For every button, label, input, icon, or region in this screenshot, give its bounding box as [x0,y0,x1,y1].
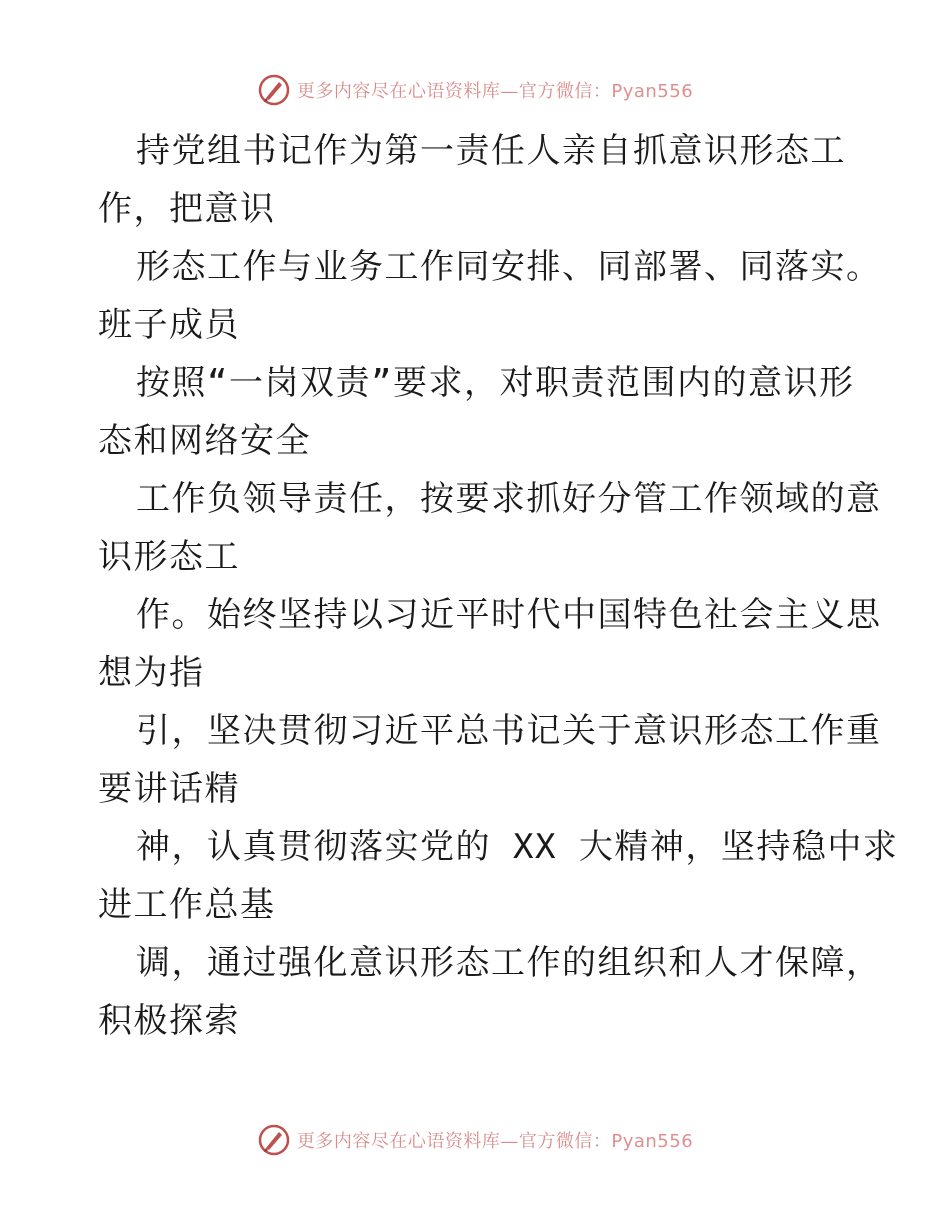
footer-watermark [0,1120,950,1160]
text-line: 按照“一岗双责”要求，对职责范围内的意识形 [136,363,855,403]
text-line: 作，把意识 [98,189,276,229]
feather-pen-logo-icon [257,73,291,107]
document-body [98,122,899,1050]
text-line: 工作负领导责任，按要求抓好分管工作领域的意 [136,479,882,519]
text-line: 形态工作与业务工作同安排、同部署、同落实。 [136,247,882,287]
text-line: 持党组书记作为第一责任人亲自抓意识形态工 [136,131,846,171]
paragraph [98,586,882,702]
text-line: 想为指 [98,653,205,693]
header-watermark [0,70,950,110]
paragraph [98,470,882,586]
watermark-text: 更多内容尽在心语资料库—官方微信：Pyan556 [296,81,694,102]
watermark-wechat-id: Pyan556 [611,1131,694,1152]
text-line: 班子成员 [98,305,240,345]
text-line: 引，坚决贯彻习近平总书记关于意识形态工作重 [136,711,882,751]
feather-pen-logo-icon [257,1123,291,1157]
text-line: 态和网络安全 [98,421,311,461]
text-line: 神，认真贯彻落实党的 XX 大精神，坚持稳中求 [136,827,899,867]
text-line: 进工作总基 [98,885,276,925]
paragraph [98,702,882,818]
text-line: 识形态工 [98,537,240,577]
text-line: 调，通过强化意识形态工作的组织和人才保障， [136,943,882,983]
watermark-text: 更多内容尽在心语资料库—官方微信：Pyan556 [296,1131,694,1152]
paragraph [98,354,868,470]
watermark-wechat-id: Pyan556 [611,81,694,102]
text-line: 作。始终坚持以习近平时代中国特色社会主义思 [136,595,882,635]
text-line: 要讲话精 [98,769,240,809]
text-line: 积极探索 [98,1001,240,1041]
paragraph [98,238,882,354]
paragraph [98,934,882,1050]
paragraph [98,818,899,934]
paragraph [98,122,868,238]
